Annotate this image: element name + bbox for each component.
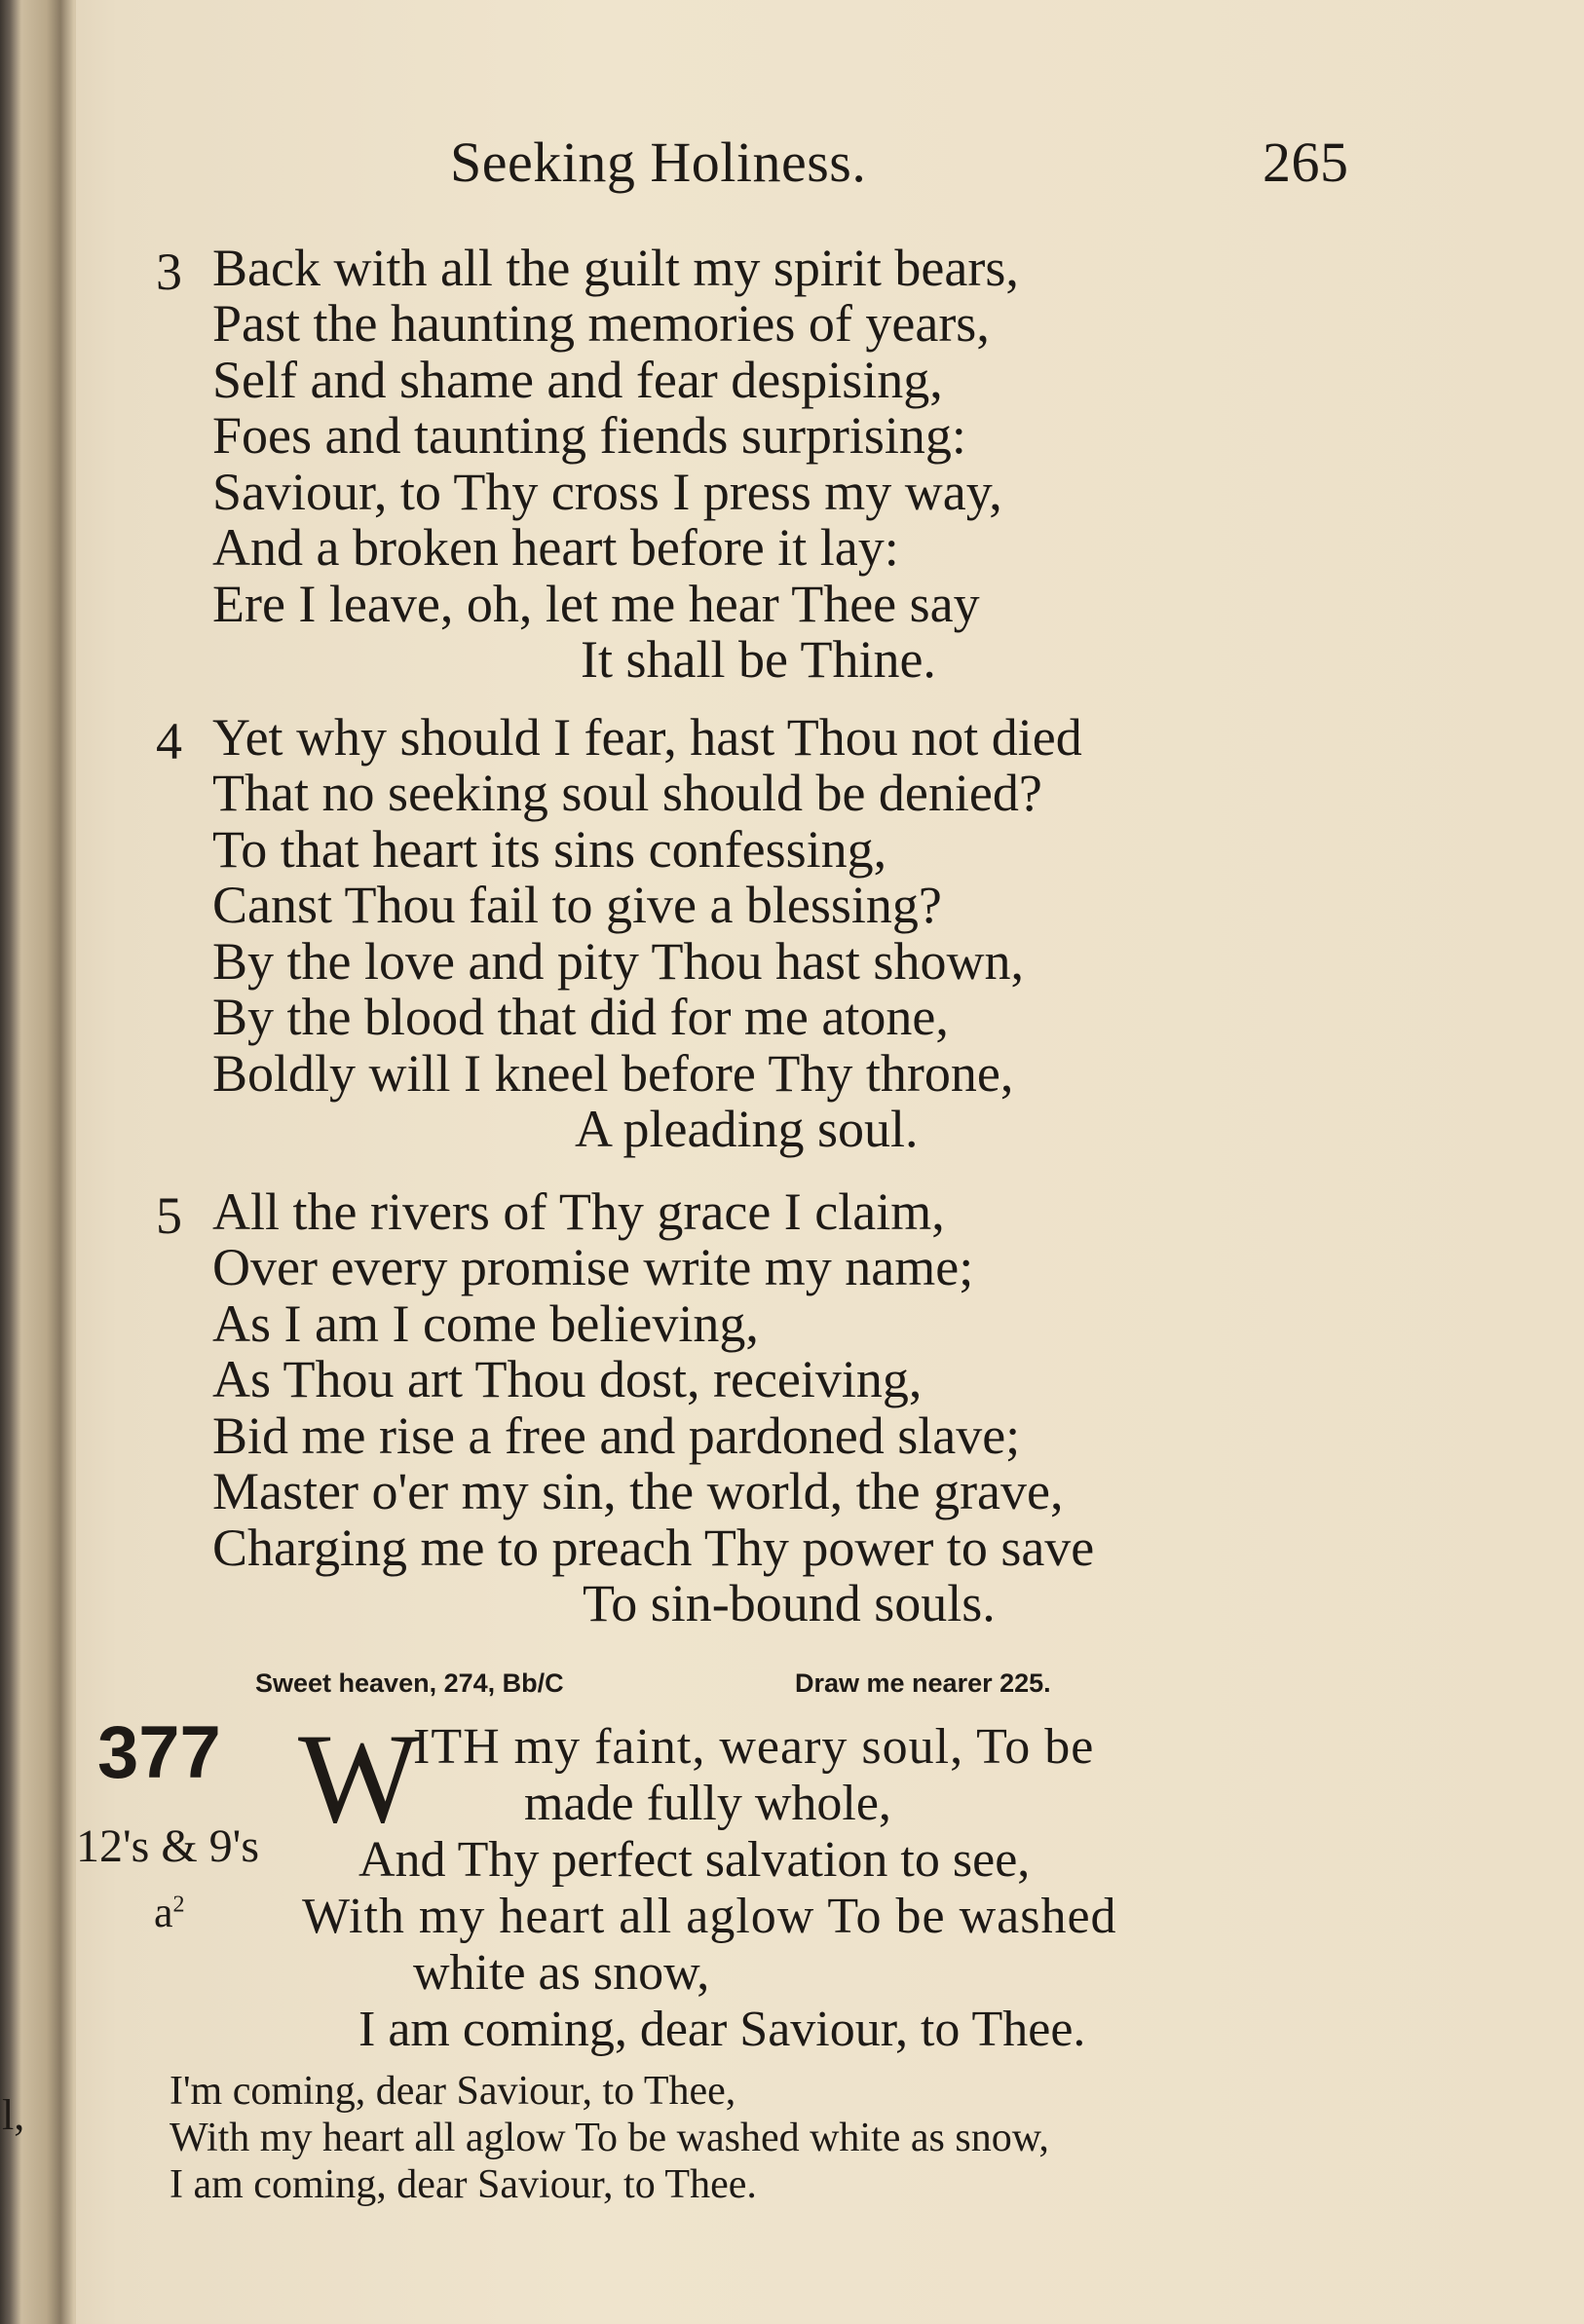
hymn-number: 377 — [97, 1711, 221, 1794]
verse-3-line-2: Past the haunting memories of years, — [212, 294, 990, 353]
verse-4-refrain: A pleading soul. — [575, 1100, 919, 1158]
verse-number-3: 3 — [156, 243, 182, 301]
verse-4-line-5: By the love and pity Thou hast shown, — [212, 932, 1024, 991]
verse-4-line-4: Canst Thou fail to give a blessing? — [212, 876, 942, 934]
verse-5-refrain: To sin-bound souls. — [583, 1574, 996, 1632]
verse-3-line-5: Saviour, to Thy cross I press my way, — [212, 463, 1002, 521]
chorus-line-1: I'm coming, dear Saviour, to Thee, — [170, 2069, 736, 2114]
hymn-line-6: I am coming, dear Saviour, to Thee. — [358, 2002, 1086, 2057]
hymn-key — [154, 1889, 185, 1936]
margin-mark: l, — [2, 2091, 25, 2139]
verse-3-line-7: Ere I leave, oh, let me hear Thee say — [212, 575, 980, 633]
verse-5-line-2: Over every promise write my name; — [212, 1238, 974, 1296]
verse-number-4: 4 — [156, 712, 182, 770]
verse-4-line-6: By the blood that did for me atone, — [212, 988, 949, 1046]
verse-5-line-1: All the rivers of Thy grace I claim, — [212, 1182, 945, 1241]
verse-number-5: 5 — [156, 1186, 182, 1245]
hymn-line-2: made fully whole, — [524, 1776, 891, 1831]
tune-reference-right: Draw me nearer 225. — [795, 1668, 1051, 1698]
verse-5-line-4: As Thou art Thou dost, receiving, — [212, 1350, 923, 1408]
verse-3-line-4: Foes and taunting fiends surprising: — [212, 406, 966, 465]
hymn-line-1: ITH my faint, weary soul, To be — [413, 1719, 1095, 1775]
verse-5-line-7: Charging me to preach Thy power to save — [212, 1518, 1095, 1577]
chorus-line-2: With my heart all aglow To be washed white as snow, — [170, 2116, 1049, 2160]
verse-4-line-7: Boldly will I kneel before Thy throne, — [212, 1044, 1014, 1103]
verse-3-line-6: And a broken heart before it lay: — [212, 518, 899, 577]
verse-4-line-2: That no seeking soul should be denied? — [212, 764, 1042, 822]
verse-4-line-1: Yet why should I fear, hast Thou not died — [212, 708, 1082, 767]
verse-3-line-1: Back with all the guilt my spirit bears, — [212, 239, 1019, 297]
hymn-key-letter: a — [154, 1889, 173, 1936]
verse-3-refrain: It shall be Thine. — [581, 630, 936, 689]
verse-5-line-3: As I am I come believing, — [212, 1294, 759, 1353]
verse-5-line-5: Bid me rise a free and pardoned slave; — [212, 1406, 1021, 1465]
hymn-line-4: With my heart all aglow To be washed — [302, 1889, 1117, 1944]
tune-reference-left: Sweet heaven, 274, Bb/C — [255, 1668, 564, 1698]
hymn-line-5: white as snow, — [413, 1945, 710, 2001]
page-number: 265 — [1263, 131, 1349, 194]
verse-5-line-6: Master o'er my sin, the world, the grave, — [212, 1462, 1064, 1520]
chorus-line-3: I am coming, dear Saviour, to Thee. — [170, 2162, 757, 2207]
verse-4-line-3: To that heart its sins confessing, — [212, 820, 887, 879]
hymn-key-superscript: 2 — [172, 1892, 185, 1918]
book-binding-edge — [0, 0, 76, 2324]
running-header-title: Seeking Holiness. — [450, 131, 867, 194]
verse-3-line-3: Self and shame and fear despising, — [212, 351, 943, 409]
drop-cap: W — [298, 1706, 420, 1850]
hymn-line-3: And Thy perfect salvation to see, — [358, 1832, 1031, 1888]
hymn-meter: 12's & 9's — [76, 1820, 259, 1872]
